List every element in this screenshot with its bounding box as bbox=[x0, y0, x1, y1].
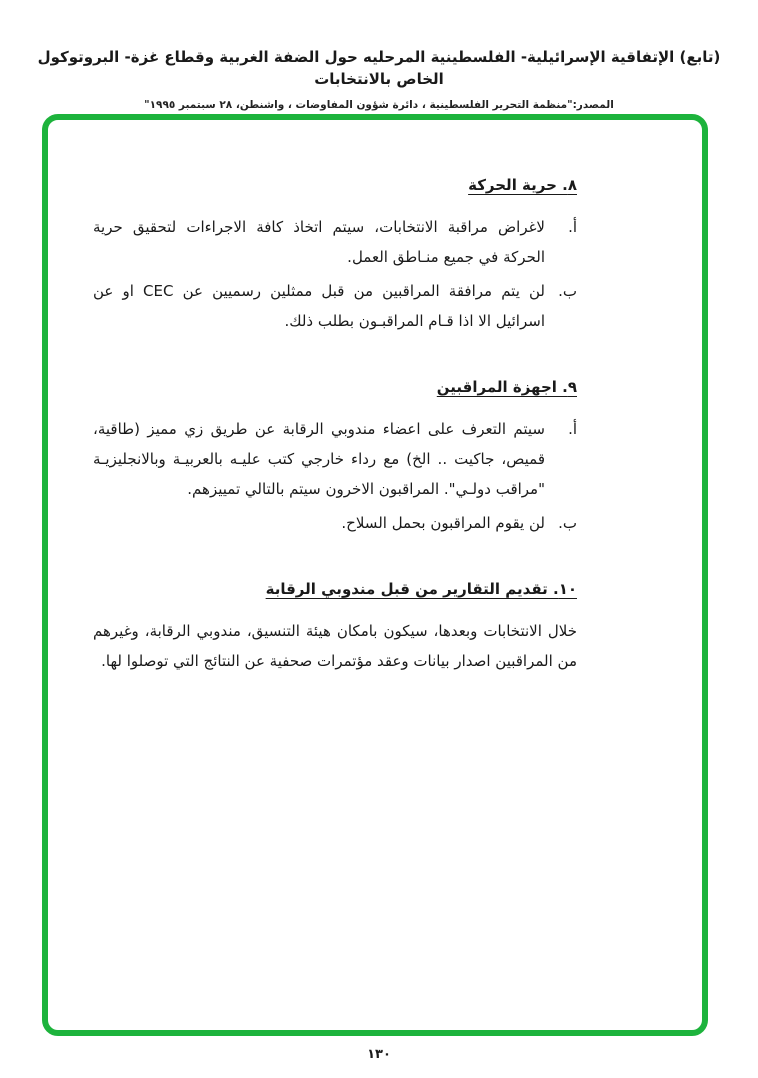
section-heading: ٩. اجهزة المراقبين bbox=[436, 378, 577, 396]
section-paragraph: خلال الانتخابات وبعدها، سيكون بامكان هيئة التنسيق، مندوبي الرقابة، وغيرهم من المراقبين اصدار بيانات وعقد مؤتمرات صحفية عن النتائج التي توصلوا لها. bbox=[93, 622, 577, 670]
item-text: لن يقوم المراقبون بحمل السلاح. bbox=[341, 514, 545, 532]
item-text: سيتم التعرف على اعضاء مندوبي الرقابة عن طريق زي مميز (طاقية، قميص، جاكيت .. الخ) مع رداء خارجي كتب عليـه بالعربيـة وبالانجليزيـة "مراقب دولـي". المراقبون الاخرون سيتم بالتالي تمييزهم. bbox=[93, 420, 545, 498]
list-item bbox=[93, 276, 577, 336]
page-title: (تابع) الإتفاقية الإسرائيلية- الفلسطينية المرحليه حول الضفة الغربية وقطاع غزة- البروتوكول الخاص بالانتخابات bbox=[37, 48, 721, 88]
section-observer-equipment bbox=[93, 372, 577, 538]
item-marker: ب. bbox=[558, 514, 577, 532]
section-reporting bbox=[93, 574, 577, 676]
source-line: المصدر:"منظمة التحرير الفلسطينية ، دائرة شؤون المفاوضات ، واشنطن، ٢٨ سبتمبر ١٩٩٥" bbox=[144, 99, 614, 111]
item-marker: أ. bbox=[568, 420, 577, 438]
document-body bbox=[93, 170, 577, 712]
item-marker: أ. bbox=[568, 218, 577, 236]
document-header bbox=[30, 46, 728, 111]
item-text: لاغراض مراقبة الانتخابات، سيتم اتخاذ كافة الاجراءات لتحقيق حرية الحركة في جميع منـاطق العمل. bbox=[93, 218, 545, 266]
item-marker: ب. bbox=[558, 282, 577, 300]
list-item bbox=[93, 414, 577, 504]
item-text: لن يتم مرافقة المراقبين من قبل ممثلين رسميين عن CEC او عن اسرائيل الا اذا قـام المراقبـون بطلب ذلك. bbox=[93, 282, 545, 330]
section-heading: ٨. حرية الحركة bbox=[468, 176, 577, 194]
page-number: ١٣٠ bbox=[367, 1047, 391, 1062]
section-heading: ١٠. تقديم التقارير من قبل مندوبي الرقابة bbox=[265, 580, 577, 598]
list-item bbox=[93, 212, 577, 272]
section-freedom-of-movement bbox=[93, 170, 577, 336]
list-item bbox=[93, 508, 577, 538]
